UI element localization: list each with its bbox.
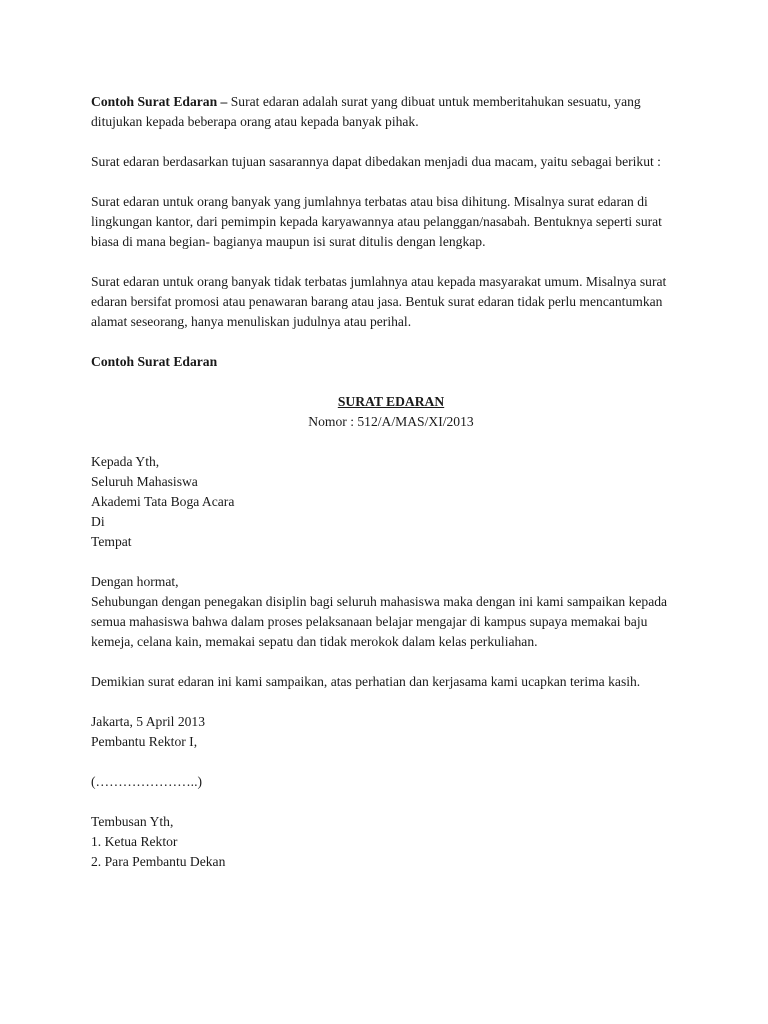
- document-page: [91, 92, 691, 872]
- signature-placeholder: (…………………..): [91, 774, 203, 789]
- letter-signer-title: Pembantu Rektor I,: [91, 734, 198, 749]
- cc-list: [91, 832, 691, 872]
- recipient-line: Di: [91, 514, 105, 529]
- intro-title: Contoh Surat Edaran: [91, 94, 218, 109]
- example-heading: Contoh Surat Edaran: [91, 354, 218, 369]
- paragraph-types: Surat edaran berdasarkan tujuan sasarannya dapat dibedakan menjadi dua macam, yaitu sebagai berikut :: [91, 154, 661, 169]
- intro-text: Surat edaran adalah surat yang dibuat untuk memberitahukan sesuatu, yang ditujukan kepada beberapa orang atau kepada banyak pihak.: [91, 94, 641, 129]
- letter-recipient: [91, 452, 691, 552]
- letter-body: Sehubungan dengan penegakan disiplin bagi seluruh mahasiswa maka dengan ini kami sampaikan kepada semua mahasiswa bahwa dalam proses pelaksanaan belajar mengajar di kampus supaya memakai baju kemeja, celana kain, memakai sepatu dan tidak merokok dalam kelas perkuliahan.: [91, 594, 668, 649]
- cc-item: 2. Para Pembantu Dekan: [91, 854, 226, 869]
- letter-place-date: Jakarta, 5 April 2013: [91, 714, 206, 729]
- intro-dash: –: [217, 94, 231, 109]
- letter-greeting: Dengan hormat,: [91, 574, 179, 589]
- recipient-line: Kepada Yth,: [91, 454, 160, 469]
- letter-number: Nomor : 512/A/MAS/XI/2013: [308, 414, 474, 429]
- recipient-line: Akademi Tata Boga Acara: [91, 494, 235, 509]
- recipient-line: Seluruh Mahasiswa: [91, 474, 198, 489]
- cc-item: 1. Ketua Rektor: [91, 834, 178, 849]
- letter-closing: Demikian surat edaran ini kami sampaikan, atas perhatian dan kerjasama kami ucapkan terima kasih.: [91, 674, 641, 689]
- letter-title: SURAT EDARAN: [337, 394, 445, 409]
- intro-paragraph: [91, 92, 691, 132]
- cc-heading: Tembusan Yth,: [91, 814, 174, 829]
- paragraph-unlimited: Surat edaran untuk orang banyak tidak terbatas jumlahnya atau kepada masyarakat umum. Misalnya surat edaran bersifat promosi atau penawaran barang atau jasa. Bentuk surat edaran tidak perlu mencantumkan alamat seseorang, hanya menuliskan judulnya atau perihal.: [91, 274, 667, 329]
- recipient-line: Tempat: [91, 534, 132, 549]
- paragraph-limited: Surat edaran untuk orang banyak yang jumlahnya terbatas atau bisa dihitung. Misalnya surat edaran di lingkungan kantor, dari pemimpin kepada karyawannya atau pelanggan/nasabah. Bentuknya seperti surat biasa di mana begian- bagianya maupun isi surat ditulis dengan lengkap.: [91, 194, 662, 249]
